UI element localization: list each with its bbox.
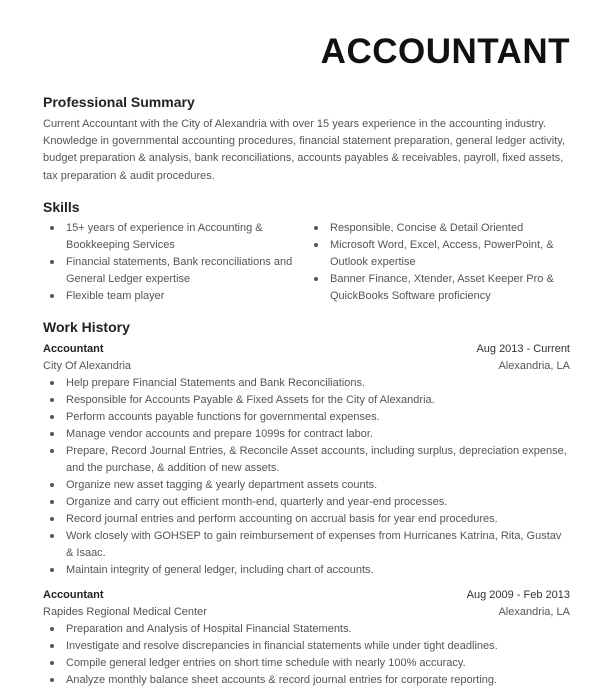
job-company: City Of Alexandria xyxy=(43,360,132,372)
duty-item: Preparation and Analysis of Hospital Financial Statements. xyxy=(43,621,570,638)
duty-item: Responsible for Accounts Payable & Fixed Assets for the City of Alexandria. xyxy=(43,392,570,409)
job-location: Alexandria, LA xyxy=(498,360,570,372)
duty-item: Analyze monthly balance sheet accounts & record journal entries for corporate reporting. xyxy=(43,672,570,689)
duty-item: Maintain integrity of general ledger, including chart of accounts. xyxy=(43,562,570,579)
skill-item: Financial statements, Bank reconciliations and General Ledger expertise xyxy=(50,254,295,288)
job-entry xyxy=(43,587,570,689)
skill-item: Microsoft Word, Excel, Access, PowerPoint, & Outlook expertise xyxy=(314,237,564,271)
duty-item: Help prepare Financial Statements and Bank Reconciliations. xyxy=(43,375,570,392)
summary-heading: Professional Summary xyxy=(43,94,195,110)
job-duties-list xyxy=(43,375,570,579)
duty-item: Prepare, Record Journal Entries, & Reconcile Asset accounts, including surplus, depreciation expense, and the purchase, & addition of new assets. xyxy=(43,443,570,477)
duty-item: Investigate and resolve discrepancies in financial statements while under tight deadlines. xyxy=(43,638,570,655)
resume-title: ACCOUNTANT xyxy=(320,32,570,71)
skills-list-left xyxy=(50,220,295,305)
job-dates: Aug 2009 - Feb 2013 xyxy=(466,589,570,601)
work-history-heading: Work History xyxy=(43,319,130,335)
job-dates: Aug 2013 - Current xyxy=(476,343,570,355)
duty-item: Organize and carry out efficient month-end, quarterly and year-end processes. xyxy=(43,494,570,511)
job-title: Accountant xyxy=(43,343,104,355)
job-title: Accountant xyxy=(43,589,104,601)
skills-heading: Skills xyxy=(43,199,80,215)
duty-item: Compile general ledger entries on short time schedule with nearly 100% accuracy. xyxy=(43,655,570,672)
job-entry xyxy=(43,341,570,579)
duty-item: Manage vendor accounts and prepare 1099s for contract labor. xyxy=(43,426,570,443)
skill-item: 15+ years of experience in Accounting & Bookkeeping Services xyxy=(50,220,295,254)
summary-text: Current Accountant with the City of Alexandria with over 15 years experience in the accounting industry. Knowledge in governmental accounting procedures, financial statement preparation, general ledger activity, budget preparation & analysis, bank reconciliations, accounts payables & receivables, payroll, fixed assets, tax preparation & audit procedures. xyxy=(43,118,565,182)
job-company: Rapides Regional Medical Center xyxy=(43,606,207,618)
duty-item: Record journal entries and perform accounting on accrual basis for year end procedures. xyxy=(43,511,570,528)
skill-item: Flexible team player xyxy=(50,288,295,305)
duty-item: Organize new asset tagging & yearly department assets counts. xyxy=(43,477,570,494)
skill-item: Responsible, Concise & Detail Oriented xyxy=(314,220,564,237)
skill-item: Banner Finance, Xtender, Asset Keeper Pro & QuickBooks Software proficiency xyxy=(314,271,564,305)
job-duties-list xyxy=(43,621,570,689)
skills-list-right xyxy=(314,220,564,305)
job-location: Alexandria, LA xyxy=(498,606,570,618)
duty-item: Work closely with GOHSEP to gain reimbursement of expenses from Hurricanes Katrina, Rita, Gustav & Isaac. xyxy=(43,528,570,562)
duty-item: Perform accounts payable functions for governmental expenses. xyxy=(43,409,570,426)
